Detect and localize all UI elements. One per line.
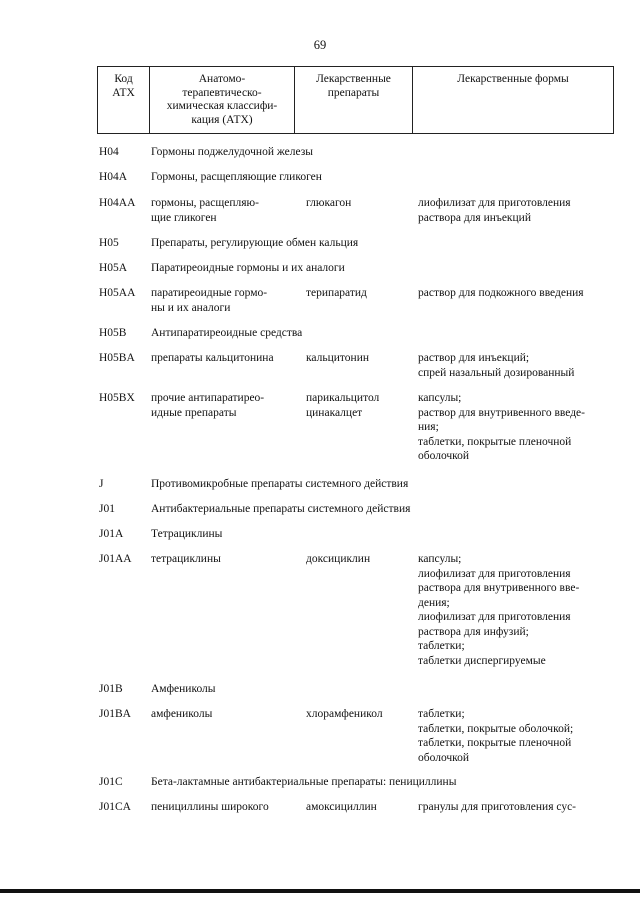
subgroup: гормоны, расщепляю- щие гликоген bbox=[151, 197, 259, 224]
header-classification: Анатомо- терапевтическо- химическая классифи- кация (АТХ) bbox=[149, 67, 294, 133]
atc-code: J01CA bbox=[99, 801, 131, 813]
atc-code: H05AA bbox=[99, 287, 136, 299]
atc-code: H04A bbox=[99, 171, 128, 183]
atc-code: H05B bbox=[99, 327, 127, 339]
subgroup: паратиреоидные гормо- ны и их аналоги bbox=[151, 287, 268, 314]
drug-name: глюкагон bbox=[306, 197, 352, 209]
atc-code: J01 bbox=[99, 503, 115, 515]
group-title: Бета-лактамные антибактериальные препараты: пенициллины bbox=[151, 776, 457, 788]
page-number: 69 bbox=[313, 38, 327, 52]
drug-name: кальцитонин bbox=[306, 352, 369, 364]
dosage-forms: лиофилизат для приготовления раствора для инъекций bbox=[418, 197, 571, 224]
atc-code: J01A bbox=[99, 528, 124, 540]
subgroup: пенициллины широкого bbox=[151, 801, 269, 813]
drug-name: доксициклин bbox=[306, 553, 371, 565]
page-bottom-rule bbox=[0, 889, 640, 893]
header-forms: Лекарственные формы bbox=[412, 67, 613, 133]
drug-name: парикальцитол цинакалцет bbox=[306, 392, 380, 419]
drug-name: амоксициллин bbox=[306, 801, 377, 813]
subgroup: прочие антипаратирео- идные препараты bbox=[151, 392, 265, 419]
atc-code: J01B bbox=[99, 683, 123, 695]
dosage-forms: раствор для подкожного введения bbox=[418, 287, 584, 299]
group-title: Антипаратиреоидные средства bbox=[151, 327, 303, 339]
group-title: Препараты, регулирующие обмен кальция bbox=[151, 237, 359, 249]
atc-code: H05BA bbox=[99, 352, 135, 364]
group-title: Противомикробные препараты системного действия bbox=[151, 478, 409, 490]
atc-code: H04 bbox=[99, 146, 119, 158]
atc-code: H05A bbox=[99, 262, 128, 274]
drug-name: терипаратид bbox=[306, 287, 367, 299]
dosage-forms: таблетки; таблетки, покрытые оболочкой; таблетки, покрытые пленочной оболочкой bbox=[418, 708, 574, 764]
group-title: Паратиреоидные гормоны и их аналоги bbox=[151, 262, 345, 274]
atc-code: J bbox=[99, 478, 104, 490]
dosage-forms: капсулы; лиофилизат для приготовления раствора для внутривенного вве- дения; лиофилизат для приготовления раствора для инфузий; таблетки; таблетки диспергируемые bbox=[418, 553, 580, 667]
subgroup: препараты кальцитонина bbox=[151, 352, 274, 364]
atc-code: J01AA bbox=[99, 553, 132, 565]
table-header bbox=[97, 66, 614, 134]
atc-code: H05BX bbox=[99, 392, 135, 404]
header-code: Код АТХ bbox=[112, 73, 135, 99]
drug-name: хлорамфеникол bbox=[306, 708, 383, 720]
group-title: Гормоны поджелудочной железы bbox=[151, 146, 314, 158]
dosage-forms: гранулы для приготовления сус- bbox=[418, 801, 577, 813]
atc-code: H04AA bbox=[99, 197, 136, 209]
dosage-forms: раствор для инъекций; спрей назальный дозированный bbox=[418, 352, 575, 379]
subgroup: тетрациклины bbox=[151, 553, 221, 565]
group-title: Антибактериальные препараты системного действия bbox=[151, 503, 411, 515]
subgroup: амфениколы bbox=[151, 708, 213, 720]
dosage-forms: капсулы; раствор для внутривенного введе- ния; таблетки, покрытые пленочной оболочкой bbox=[418, 392, 585, 462]
group-title: Амфениколы bbox=[151, 683, 216, 695]
group-title: Тетрациклины bbox=[151, 528, 223, 540]
atc-code: J01C bbox=[99, 776, 123, 788]
atc-code: H05 bbox=[99, 237, 119, 249]
header-drugs: Лекарственные препараты bbox=[294, 67, 412, 133]
group-title: Гормоны, расщепляющие гликоген bbox=[151, 171, 322, 183]
atc-code: J01BA bbox=[99, 708, 131, 720]
